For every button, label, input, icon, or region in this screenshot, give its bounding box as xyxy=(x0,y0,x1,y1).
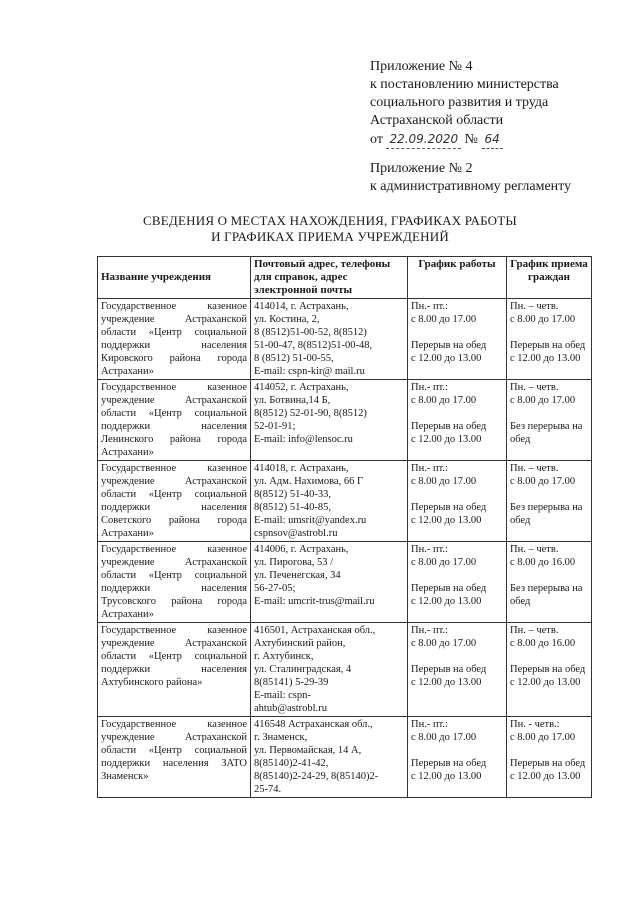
handwritten-number: 64 xyxy=(482,130,503,149)
institution-name: Государственное казенное учреждение Астраханской области «Центр социальной поддержки населения Ленинского района города Астрахани» xyxy=(98,380,251,461)
work-days: Пн.- пт.: xyxy=(411,382,448,393)
document-title-line1: СВЕДЕНИЯ О МЕСТАХ НАХОЖДЕНИЯ, ГРАФИКАХ РАБОТЫ xyxy=(143,213,517,228)
table-row xyxy=(98,717,592,798)
reception-days: Пн. – четв. xyxy=(510,544,559,555)
header-address: Почтовый адрес, телефоны для справок, адрес электронной почты xyxy=(251,257,408,299)
institution-name: Государственное казенное учреждение Астраханской области «Центр социальной поддержки населения Трусовского района города Астрахани» xyxy=(98,542,251,623)
work-schedule xyxy=(408,299,507,380)
work-schedule xyxy=(408,717,507,798)
work-hours: с 8.00 до 17.00 xyxy=(411,476,477,487)
work-hours: с 8.00 до 17.00 xyxy=(411,638,477,649)
annex4-line4: Астраханской области xyxy=(370,113,504,128)
work-days: Пн.- пт.: xyxy=(411,544,448,555)
work-break: Перерыв на обед с 12.00 до 13.00 xyxy=(411,340,487,364)
institution-name: Государственное казенное учреждение Астраханской области «Центр социальной поддержки населения Ахтубинского района» xyxy=(98,623,251,717)
institution-address: 416548 Астраханская обл., г. Знаменск, ул. Первомайская, 14 А, 8(85140)2-41-42, 8(85140)2-24-29, 8(85140)2- 25-74. xyxy=(251,717,408,798)
institutions-table xyxy=(97,256,592,798)
reception-schedule xyxy=(507,380,592,461)
table-row xyxy=(98,380,592,461)
work-break: Перерыв на обед с 12.00 до 13.00 xyxy=(411,502,487,526)
institution-name: Государственное казенное учреждение Астраханской области «Центр социальной поддержки населения Кировского района города Астрахани» xyxy=(98,299,251,380)
work-days: Пн.- пт.: xyxy=(411,625,448,636)
table-row xyxy=(98,542,592,623)
institution-name: Государственное казенное учреждение Астраханской области «Центр социальной поддержки населения ЗАТО Знаменск» xyxy=(98,717,251,798)
work-hours: с 8.00 до 17.00 xyxy=(411,395,477,406)
institution-address: 416501, Астраханская обл., Ахтубинский район, г. Ахтубинск, ул. Сталинградская, 4 8(85141) 5-29-39 E-mail: cspn- ahtub@astrobl.ru xyxy=(251,623,408,717)
institution-address: 414014, г. Астрахань, ул. Костина, 2, 8 (8512)51-00-52, 8(8512) 51-00-47, 8(8512)51-00-48, 8 (8512) 51-00-55, E-mail: cspn-kir@ mail.ru xyxy=(251,299,408,380)
handwritten-date: 22.09.2020 xyxy=(386,130,461,149)
document-title-line2: И ГРАФИКАХ ПРИЕМА УЧРЕЖДЕНИЙ xyxy=(211,229,449,244)
annex4-line3: социального развития и труда xyxy=(370,95,549,110)
annex4-date-line xyxy=(370,130,632,149)
work-schedule xyxy=(408,380,507,461)
reception-schedule xyxy=(507,542,592,623)
institution-name: Государственное казенное учреждение Астраханской области «Центр социальной поддержки населения Советского района города Астрахани» xyxy=(98,461,251,542)
reception-hours: с 8.00 до 17.00 xyxy=(510,476,576,487)
annex2-header xyxy=(370,160,632,196)
reception-hours: с 8.00 до 17.00 xyxy=(510,732,576,743)
reception-schedule xyxy=(507,717,592,798)
institution-address: 414018, г. Астрахань, ул. Адм. Нахимова, 66 Г 8(8512) 51-40-33, 8(8512) 51-40-85, E-mail: umsrit@yandex.ru cspnsov@astrobl.ru xyxy=(251,461,408,542)
reception-break: Перерыв на обед с 12.00 до 13.00 xyxy=(510,664,586,688)
reception-break: Перерыв на обед с 12.00 до 13.00 xyxy=(510,758,586,782)
reception-break: Без перерыва на обед xyxy=(510,421,583,445)
annex4-from-prefix: от xyxy=(370,132,383,147)
institution-address: 414052, г. Астрахань, ул. Ботвина,14 Б, 8(8512) 52-01-90, 8(8512) 52-01-91; E-mail: info@lensoc.ru xyxy=(251,380,408,461)
reception-days: Пн. – четв. xyxy=(510,301,559,312)
work-break: Перерыв на обед с 12.00 до 13.00 xyxy=(411,664,487,688)
work-break: Перерыв на обед с 12.00 до 13.00 xyxy=(411,758,487,782)
institution-address: 414006, г. Астрахань, ул. Пирогова, 53 / ул. Печенегская, 34 56-27-05; E-mail: umcrit-trus@mail.ru xyxy=(251,542,408,623)
annex4-header xyxy=(370,58,632,149)
work-hours: с 8.00 до 17.00 xyxy=(411,557,477,568)
reception-days: Пн. - четв.: xyxy=(510,719,560,730)
table-header-row xyxy=(98,257,592,299)
table-row xyxy=(98,461,592,542)
reception-schedule xyxy=(507,461,592,542)
work-break: Перерыв на обед с 12.00 до 13.00 xyxy=(411,421,487,445)
reception-hours: с 8.00 до 16.00 xyxy=(510,557,576,568)
work-days: Пн.- пт.: xyxy=(411,719,448,730)
work-hours: с 8.00 до 17.00 xyxy=(411,732,477,743)
reception-schedule xyxy=(507,299,592,380)
reception-break: Перерыв на обед с 12.00 до 13.00 xyxy=(510,340,586,364)
annex2-line1: Приложение № 2 xyxy=(370,161,473,176)
table-row xyxy=(98,299,592,380)
work-days: Пн.- пт.: xyxy=(411,301,448,312)
header-work: График работы xyxy=(408,257,507,299)
reception-break: Без перерыва на обед xyxy=(510,502,583,526)
header-name: Название учреждения xyxy=(98,257,251,299)
reception-days: Пн. – четв. xyxy=(510,382,559,393)
reception-hours: с 8.00 до 16.00 xyxy=(510,638,576,649)
work-schedule xyxy=(408,623,507,717)
work-hours: с 8.00 до 17.00 xyxy=(411,314,477,325)
number-sign: № xyxy=(464,132,479,147)
reception-days: Пн. – четв. xyxy=(510,625,559,636)
annex4-line1: Приложение № 4 xyxy=(370,59,473,74)
reception-hours: с 8.00 до 17.00 xyxy=(510,395,576,406)
work-schedule xyxy=(408,461,507,542)
reception-break: Без перерыва на обед xyxy=(510,583,583,607)
header-reception: График приема граждан xyxy=(507,257,592,299)
reception-days: Пн. – четв. xyxy=(510,463,559,474)
annex4-line2: к постановлению министерства xyxy=(370,77,559,92)
annex2-line2: к административному регламенту xyxy=(370,179,572,194)
reception-hours: с 8.00 до 17.00 xyxy=(510,314,576,325)
work-schedule xyxy=(408,542,507,623)
table-row xyxy=(98,623,592,717)
reception-schedule xyxy=(507,623,592,717)
work-days: Пн.- пт.: xyxy=(411,463,448,474)
work-break: Перерыв на обед с 12.00 до 13.00 xyxy=(411,583,487,607)
